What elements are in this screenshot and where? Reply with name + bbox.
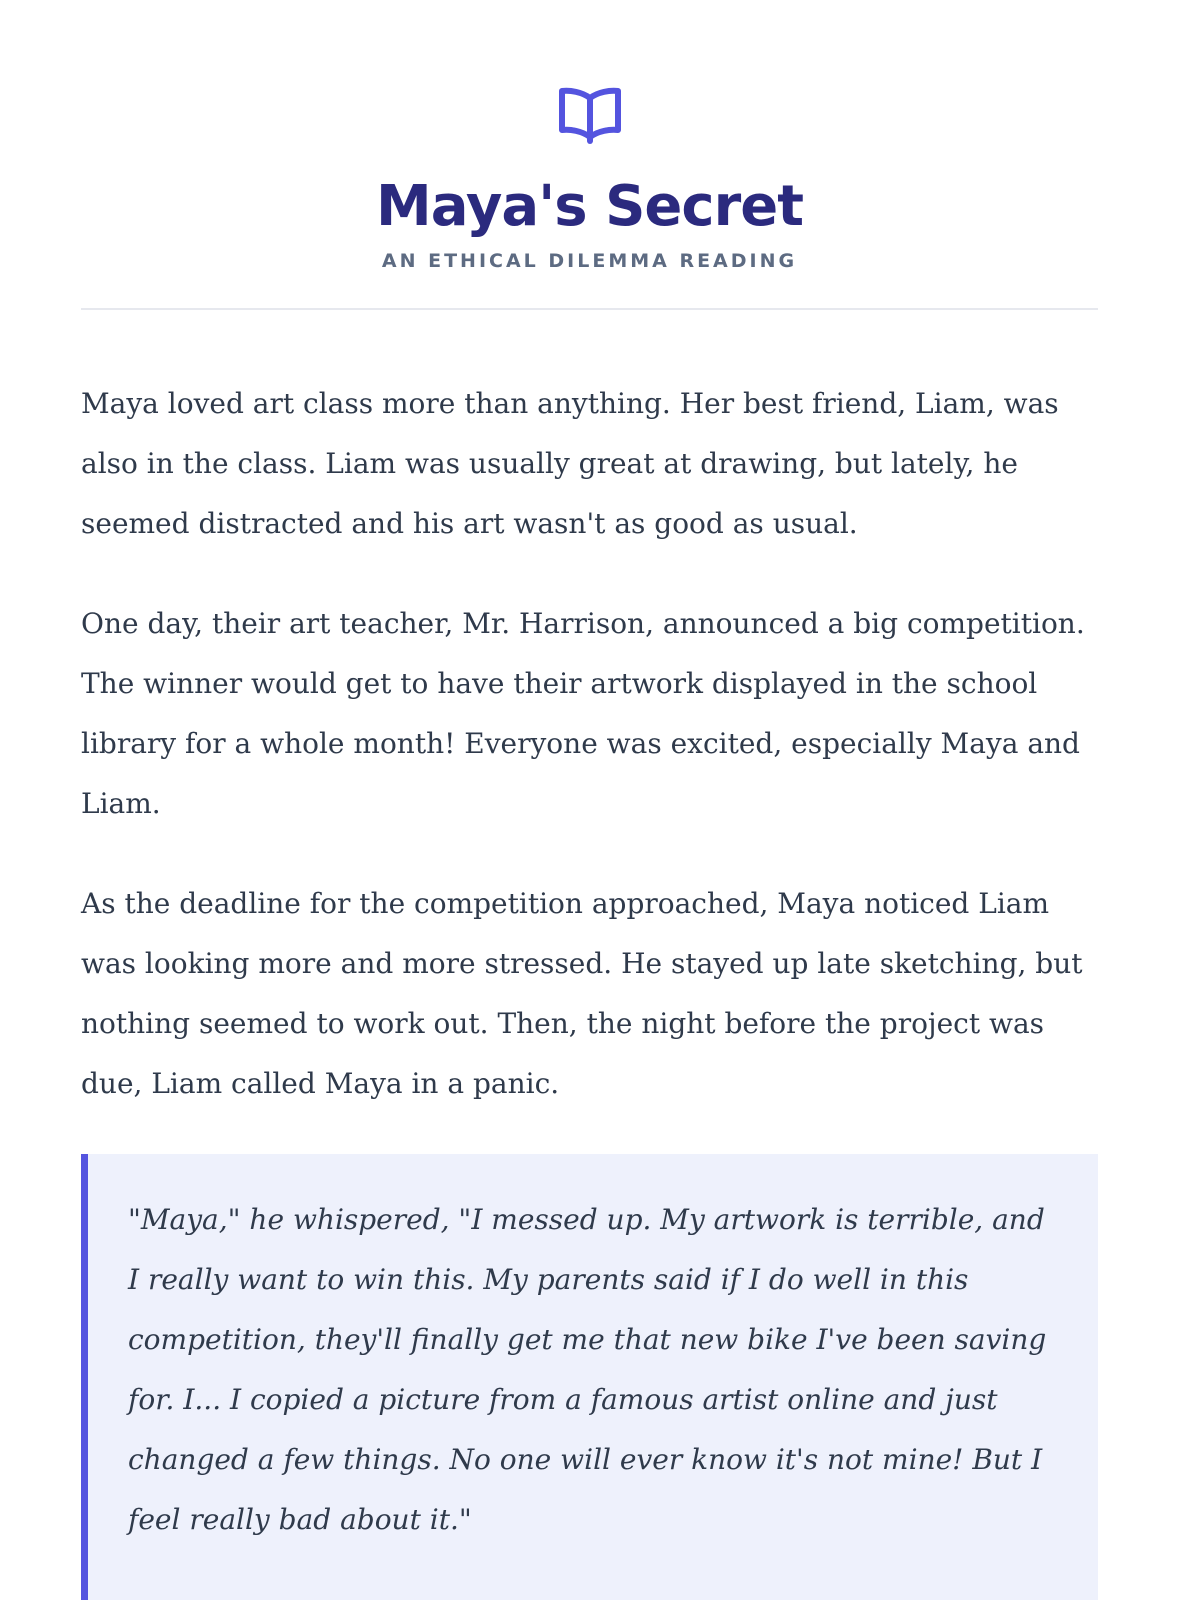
story-paragraph: As the deadline for the competition approached, Maya noticed Liam was looking more and more stressed. He stayed up late sketching, but nothing seemed to work out. Then, the night before the project was due, Liam called Maya in a panic.: [81, 887, 1083, 1100]
liam-quote: "Maya," he whispered, "I messed up. My artwork is terrible, and I really want to win this. My parents said if I do well in this competition, they'll finally get me that new bike I've been saving for. I... I copied a picture from a famous artist online and just changed a few things. No one will ever know it's not mine! But I feel really bad about it.": [81, 1154, 1098, 1600]
page-title: Maya's Secret: [376, 174, 803, 239]
story-paragraph: One day, their art teacher, Mr. Harrison, announced a big competition. The winner would get to have their artwork displayed in the school library for a whole month! Everyone was excited, especially Maya and Liam.: [81, 607, 1085, 820]
header-divider: [81, 308, 1098, 310]
open-book-icon: [558, 84, 622, 144]
story-paragraph: Maya loved art class more than anything. Her best friend, Liam, was also in the class. Liam was usually great at drawing, but lately, he seemed distracted and his art wasn't as good as usual.: [81, 387, 1059, 540]
page-header: [81, 0, 1098, 272]
story-body: [81, 374, 1098, 1600]
page-subtitle: AN ETHICAL DILEMMA READING: [381, 250, 798, 272]
